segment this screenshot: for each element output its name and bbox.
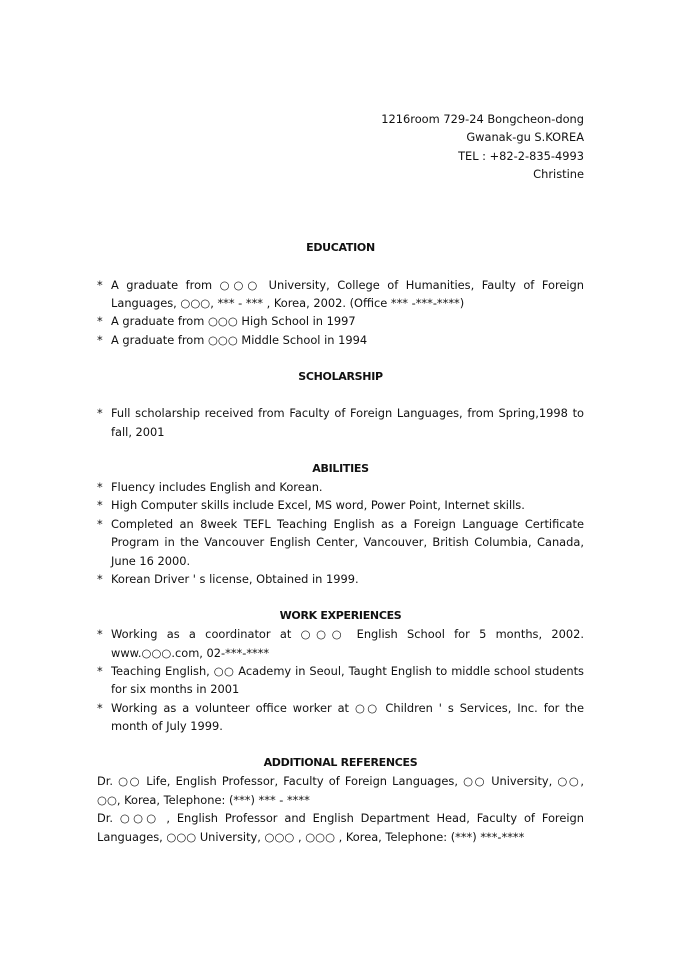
education-heading: EDUCATION: [306, 240, 375, 254]
education-list: [97, 276, 584, 350]
list-item: * A graduate from ○○○ Middle School in 1994: [97, 331, 584, 349]
bullet-icon: *: [97, 627, 103, 642]
list-item: * A graduate from ○○○ University, College of Humanities, Faulty of Foreign Languages, ○○○, *** - *** , Korea, 2002. (Office *** -***-****): [97, 276, 584, 313]
reference-1: Dr. ○○ Life, English Professor, Faculty of Foreign Languages, ○○ University, ○○, ○○, Korea, Telephone: (***) *** - ****: [97, 774, 584, 807]
address-block: [97, 110, 584, 184]
address-line-2: Gwanak-gu S.KOREA: [466, 130, 584, 145]
scholarship-heading: SCHOLARSHIP: [298, 369, 383, 383]
list-item: * Full scholarship received from Faculty of Foreign Languages, from Spring,1998 to fall, 2001: [97, 404, 584, 441]
list-item: * Korean Driver ' s license, Obtained in 1999.: [97, 570, 584, 588]
abilities-list: [97, 478, 584, 588]
list-item: * Fluency includes English and Korean.: [97, 478, 584, 496]
telephone-line: TEL : +82-2-835-4993: [458, 148, 584, 163]
resume-page: [97, 110, 584, 846]
bullet-icon: *: [97, 277, 103, 292]
bullet-icon: *: [97, 480, 103, 495]
abilities-heading: ABILITIES: [312, 461, 369, 475]
bullet-icon: *: [97, 498, 103, 513]
bullet-icon: *: [97, 572, 103, 587]
bullet-icon: *: [97, 314, 103, 329]
list-item: * Completed an 8week TEFL Teaching English as a Foreign Language Certificate Program in the Vancouver English Center, Vancouver, British Columbia, Canada, June 16 2000.: [97, 515, 584, 570]
address-line-1: 1216room 729-24 Bongcheon-dong: [381, 112, 584, 126]
list-item: * A graduate from ○○○ High School in 1997: [97, 312, 584, 330]
bullet-icon: *: [97, 664, 103, 679]
bullet-icon: *: [97, 516, 103, 531]
list-item: * Teaching English, ○○ Academy in Seoul, Taught English to middle school students for six months in 2001: [97, 662, 584, 699]
applicant-name: Christine: [533, 167, 584, 182]
work-experiences-heading: WORK EXPERIENCES: [279, 608, 402, 622]
bullet-icon: *: [97, 700, 103, 715]
scholarship-list: [97, 404, 584, 441]
bullet-icon: *: [97, 406, 103, 421]
list-item: * Working as a volunteer office worker at ○○ Children ' s Services, Inc. for the month of July 1999.: [97, 699, 584, 736]
reference-2: Dr. ○○○ , English Professor and English Department Head, Faculty of Foreign Languages, ○○○ University, ○○○ , ○○○ , Korea, Telephone: (***) ***-****: [97, 811, 584, 844]
bullet-icon: *: [97, 332, 103, 347]
list-item: * High Computer skills include Excel, MS word, Power Point, Internet skills.: [97, 496, 584, 514]
list-item: * Working as a coordinator at ○○○ English School for 5 months, 2002. www.○○○.com, 02-***-****: [97, 625, 584, 662]
work-experiences-list: [97, 625, 584, 735]
additional-references-heading: ADDITIONAL REFERENCES: [263, 756, 418, 770]
